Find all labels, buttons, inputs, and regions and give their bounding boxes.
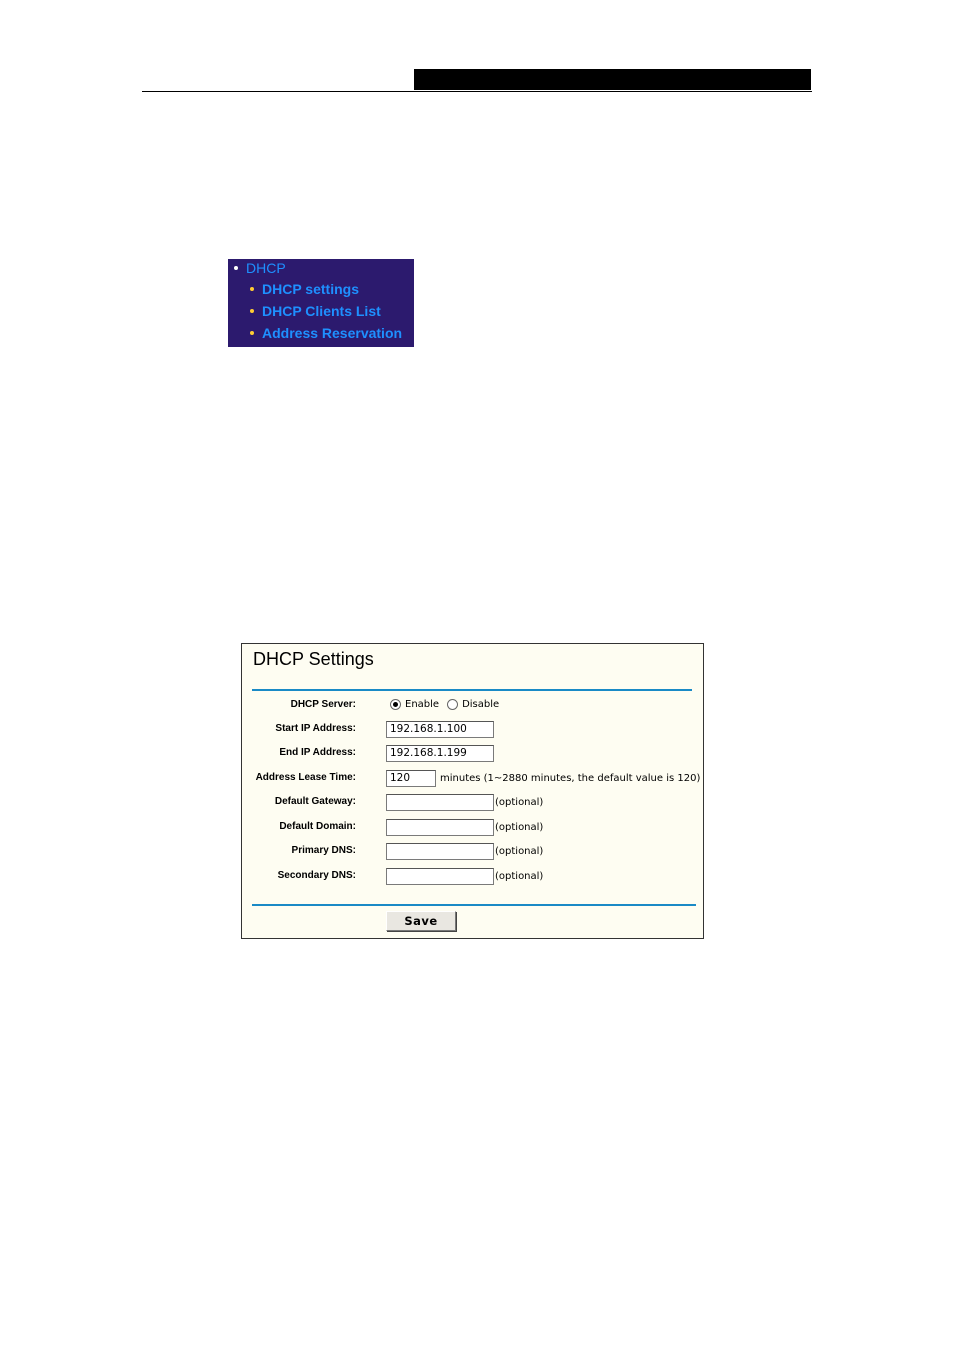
default-domain-input[interactable] (386, 819, 494, 836)
optional-hint: (optional) (495, 822, 544, 833)
bullet-icon (250, 331, 254, 335)
dhcp-nav-menu (228, 259, 414, 347)
secondary-dns-input[interactable] (386, 868, 494, 885)
panel-title: DHCP Settings (253, 649, 374, 669)
end-ip-input[interactable]: 192.168.1.199 (386, 745, 494, 762)
disable-label: Disable (462, 699, 500, 710)
primary-dns-input[interactable] (386, 843, 494, 860)
secondary-dns-label: Secondary DNS: (277, 870, 356, 881)
optional-hint: (optional) (495, 797, 544, 808)
default-gateway-input[interactable] (386, 794, 494, 811)
nav-item-label: DHCP settings (262, 281, 359, 297)
optional-hint: (optional) (495, 846, 544, 857)
nav-item-label: DHCP (246, 260, 286, 276)
dhcp-settings-panel (241, 643, 704, 939)
nav-item-dhcp-settings[interactable] (250, 279, 359, 299)
nav-item-dhcp[interactable] (234, 258, 286, 278)
nav-item-label: Address Reservation (262, 325, 403, 341)
header-bar (414, 69, 811, 90)
nav-item-dhcp-clients-list[interactable] (250, 301, 381, 321)
bullet-icon (250, 309, 254, 313)
header-rule (142, 91, 812, 92)
dhcp-server-radio-group (390, 699, 507, 710)
bullet-icon (234, 266, 238, 270)
bullet-icon (250, 287, 254, 291)
lease-time-hint: minutes (1~2880 minutes, the default value is 120) (440, 773, 701, 784)
nav-item-address-reservation[interactable] (250, 323, 402, 343)
dhcp-server-label: DHCP Server: (290, 699, 356, 710)
default-gateway-label: Default Gateway: (274, 796, 356, 807)
start-ip-input[interactable]: 192.168.1.100 (386, 721, 494, 738)
optional-hint: (optional) (495, 871, 544, 882)
disable-radio[interactable] (447, 699, 458, 710)
primary-dns-label: Primary DNS: (291, 845, 356, 856)
default-domain-label: Default Domain: (279, 821, 356, 832)
lease-time-input[interactable]: 120 (386, 770, 436, 787)
start-ip-label: Start IP Address: (275, 723, 356, 734)
end-ip-label: End IP Address: (279, 747, 356, 758)
enable-label: Enable (405, 699, 440, 710)
divider (252, 689, 692, 691)
divider (252, 904, 696, 906)
save-button[interactable]: Save (386, 911, 456, 931)
enable-radio[interactable] (390, 699, 401, 710)
lease-time-label: Address Lease Time: (255, 772, 356, 783)
nav-item-label: DHCP Clients List (262, 303, 381, 319)
